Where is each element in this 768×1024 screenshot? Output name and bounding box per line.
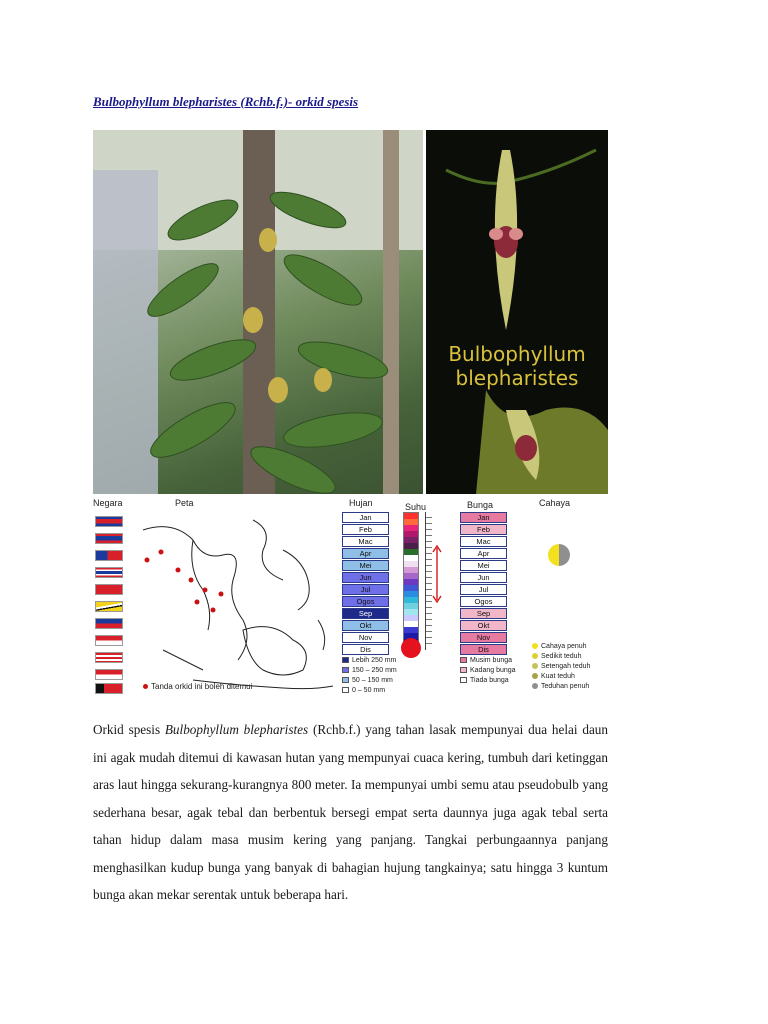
legend-swatch <box>342 657 349 663</box>
legend-label: Tiada bunga <box>470 677 509 684</box>
flag-icon <box>95 601 123 612</box>
month-cell: Mac <box>342 536 389 547</box>
flower-illustration <box>426 130 608 494</box>
body-paragraph <box>93 716 608 909</box>
flag-icon <box>95 516 123 527</box>
rain-month-list <box>342 512 389 656</box>
flag-icon <box>95 618 123 629</box>
legend-label: Lebih 250 mm <box>352 657 397 664</box>
legend-swatch <box>532 663 538 669</box>
legend-item <box>532 662 590 672</box>
header-rain: Hujan <box>349 498 373 508</box>
thermometer <box>403 512 419 650</box>
legend-label: Kuat teduh <box>541 673 575 680</box>
legend-item <box>342 656 397 666</box>
flower-caption-species: blepharistes <box>455 366 579 390</box>
flag-icon <box>95 567 123 578</box>
map-outline <box>133 510 337 694</box>
legend-label: 0 – 50 mm <box>352 687 386 694</box>
legend-label: 50 – 150 mm <box>352 677 393 684</box>
month-cell: Nov <box>460 632 507 643</box>
month-cell: Ogos <box>460 596 507 607</box>
legend-swatch <box>532 683 538 689</box>
rain-legend <box>342 656 397 696</box>
temperature-range-arrow-icon <box>431 544 443 604</box>
legend-label: Kadang bunga <box>470 667 516 674</box>
month-cell: Jun <box>342 572 389 583</box>
legend-item <box>342 676 397 686</box>
legend-label: Cahaya penuh <box>541 643 587 650</box>
month-cell: Mei <box>342 560 389 571</box>
legend-item <box>460 666 516 676</box>
month-cell: Mei <box>460 560 507 571</box>
body-text-rest: (Rchb.f.) yang tahan lasak mempunyai dua helai daun ini agak mudah ditemui di kawasan hutan yang mempunyai cuaca kering, tumbuh dari ketinggan aras laut hingga sekurang-kurangnya 800 meter. Ia mempunyai umbi semu atau pseudobulb yang sederhana besar, agak tebal dan berbentuk bersegi empat serta daunnya juga agak tebal serta tahan hidup dalam masa musim kering yang panjang. Tangkai perbungaannya panjang menghasilkan kudup bunga yang banyak di bahagian hujung tangkainya; satu hingga 3 kuntum bunga akan mekar serentak untuk beberapa hari. <box>93 722 608 902</box>
plant-photo <box>93 130 423 494</box>
flag-icon <box>95 669 123 680</box>
legend-item <box>342 666 397 676</box>
flag-icon <box>95 652 123 663</box>
flag-icon <box>95 635 123 646</box>
flower-caption-genus: Bulbophyllum <box>448 342 586 366</box>
legend-item <box>460 656 516 666</box>
species-name: Bulbophyllum blepharistes <box>164 722 309 737</box>
legend-swatch <box>342 667 349 673</box>
month-cell: Dis <box>342 644 389 655</box>
red-dot-icon <box>143 684 148 689</box>
legend-swatch <box>460 677 467 683</box>
legend-swatch <box>532 643 538 649</box>
legend-swatch <box>460 657 467 663</box>
legend-swatch <box>532 673 538 679</box>
month-cell: Sep <box>342 608 389 619</box>
legend-label: Teduhan penuh <box>541 683 590 690</box>
flag-icon <box>95 584 123 595</box>
flower-month-list <box>460 512 507 656</box>
map-note-text: Tanda orkid ini boleh ditemui <box>151 682 253 691</box>
body-text-start: Orkid spesis <box>93 722 165 737</box>
month-cell: Apr <box>460 548 507 559</box>
legend-item <box>532 682 590 692</box>
legend-label: 150 – 250 mm <box>352 667 397 674</box>
header-light: Cahaya <box>539 498 571 508</box>
month-cell: Jul <box>342 584 389 595</box>
header-map: Peta <box>175 498 194 508</box>
thermometer-bulb <box>401 638 421 658</box>
info-strip <box>93 494 608 696</box>
flower-legend <box>460 656 516 686</box>
distribution-map <box>133 510 337 694</box>
month-cell: Mac <box>460 536 507 547</box>
month-cell: Jun <box>460 572 507 583</box>
legend-label: Sedikit teduh <box>541 653 582 660</box>
flower-photo <box>426 130 608 494</box>
month-cell: Sep <box>460 608 507 619</box>
legend-item <box>460 676 516 686</box>
header-flowering: Bunga <box>467 500 494 510</box>
month-cell: Jan <box>460 512 507 523</box>
plant-illustration <box>93 130 423 494</box>
flag-icon <box>95 533 123 544</box>
header-country: Negara <box>93 498 123 508</box>
flag-icon <box>95 550 123 561</box>
month-cell: Feb <box>342 524 389 535</box>
map-note <box>143 682 252 691</box>
document-title[interactable]: Bulbophyllum blepharistes (Rchb.f.)- orkid spesis <box>93 94 359 109</box>
legend-item <box>342 686 397 696</box>
month-cell: Feb <box>460 524 507 535</box>
month-cell: Okt <box>342 620 389 631</box>
legend-swatch <box>342 687 349 693</box>
month-cell: Okt <box>460 620 507 631</box>
month-cell: Jan <box>342 512 389 523</box>
legend-label: Musim bunga <box>470 657 513 664</box>
month-cell: Jul <box>460 584 507 595</box>
legend-swatch <box>342 677 349 683</box>
flower-caption <box>426 342 608 390</box>
legend-swatch <box>460 667 467 673</box>
month-cell: Apr <box>342 548 389 559</box>
flag-icon <box>95 683 123 694</box>
light-legend <box>532 642 590 692</box>
month-cell: Nov <box>342 632 389 643</box>
month-cell: Dis <box>460 644 507 655</box>
legend-item <box>532 672 590 682</box>
legend-label: Setengah teduh <box>541 663 591 670</box>
month-cell: Ogos <box>342 596 389 607</box>
header-temperature: Suhu <box>405 502 427 512</box>
legend-item <box>532 652 590 662</box>
half-sun-icon <box>548 544 570 566</box>
legend-item <box>532 642 590 652</box>
legend-swatch <box>532 653 538 659</box>
